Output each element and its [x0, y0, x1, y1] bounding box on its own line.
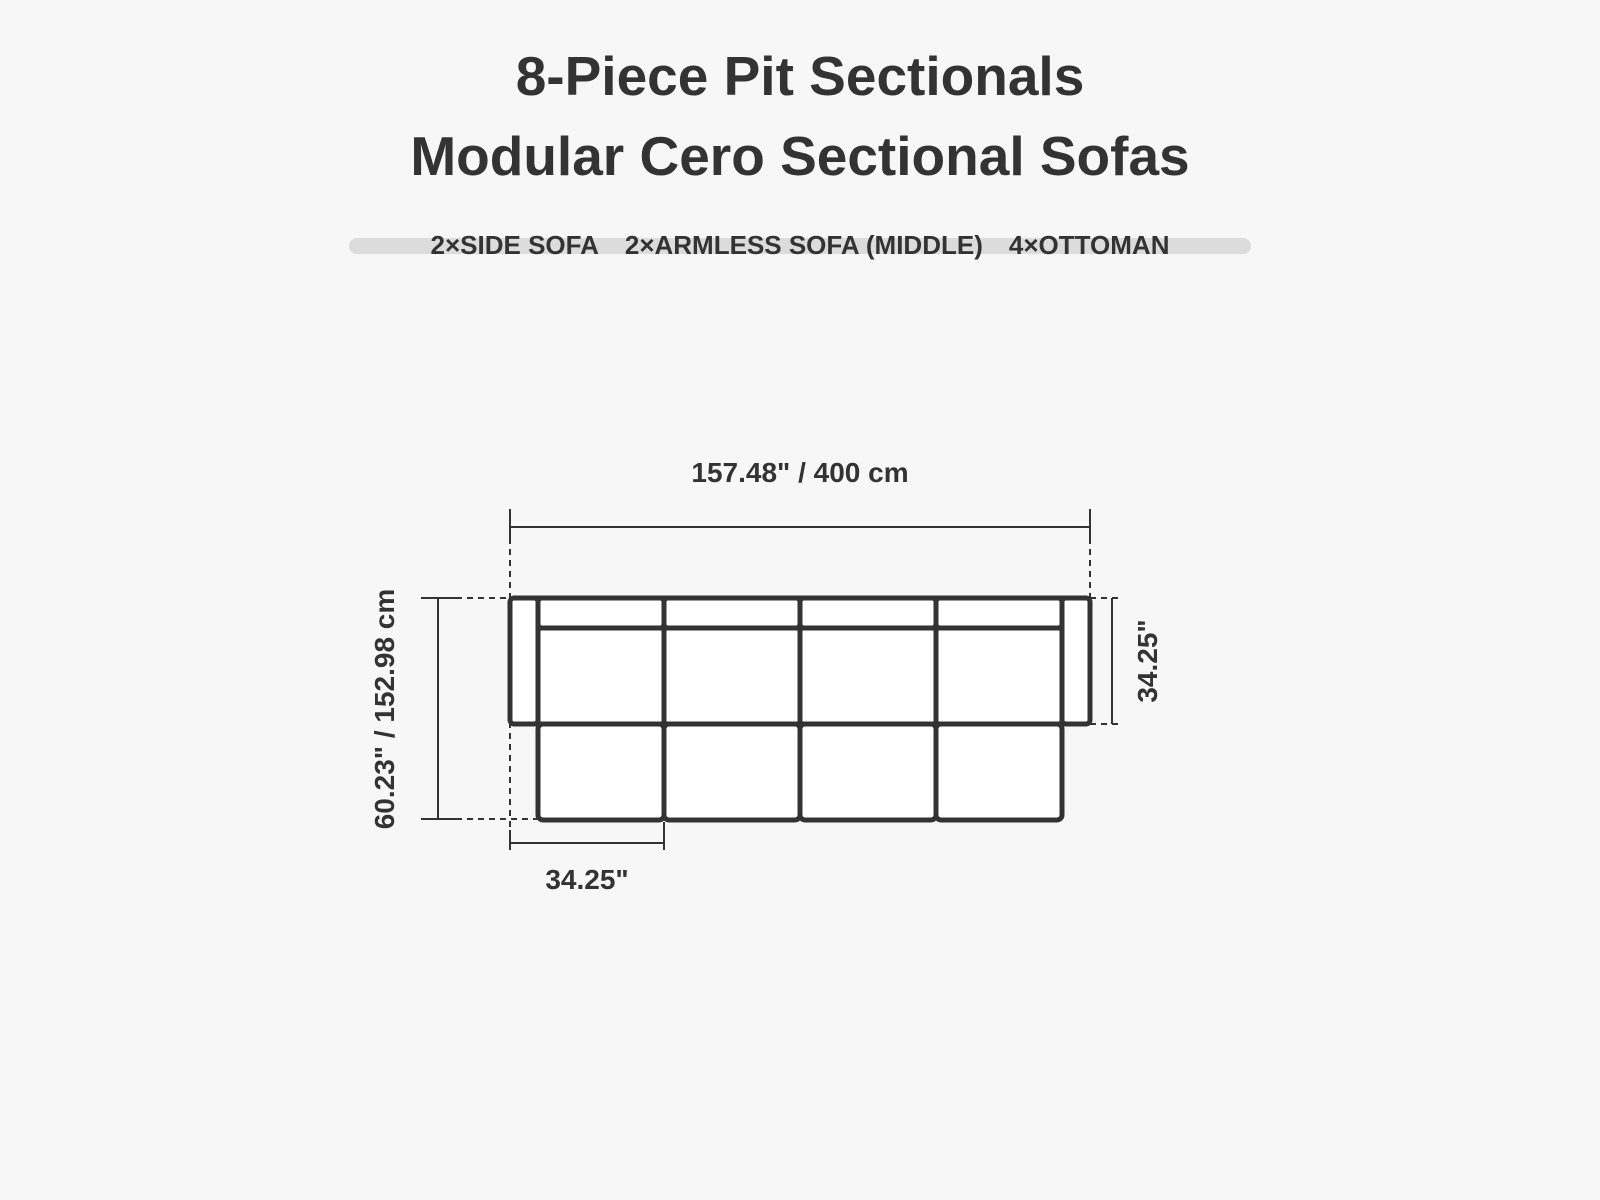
title-line-2: Modular Cero Sectional Sofas [410, 125, 1190, 187]
ottoman-3 [800, 724, 936, 820]
backrest-2 [664, 598, 800, 628]
sectional-modules [510, 598, 1090, 820]
title-line-1: 8-Piece Pit Sectionals [515, 45, 1085, 107]
sofa-depth-label: 34.25" [1132, 619, 1163, 703]
right-armrest [1062, 598, 1090, 724]
ottoman-width-label: 34.25" [545, 864, 629, 895]
component-side-sofa: 2×SIDE SOFA [430, 229, 599, 260]
seat-side-sofa-left [538, 628, 664, 724]
ottoman-4 [936, 724, 1062, 820]
seat-armless-sofa-1 [664, 628, 800, 724]
overall-depth-label: 60.23" / 152.98 cm [369, 588, 400, 830]
backrest-4 [936, 598, 1062, 628]
backrest-1 [538, 598, 664, 628]
component-armless-sofa: 2×ARMLESS SOFA (MIDDLE) [624, 229, 983, 260]
seat-side-sofa-right [936, 628, 1062, 724]
ottoman-1 [538, 724, 664, 820]
ottoman-width-dimension-line [510, 822, 664, 850]
overall-width-label: 157.48" / 400 cm [691, 457, 909, 488]
sofa-depth-dimension-line [1090, 598, 1120, 724]
width-dimension-line [510, 509, 1090, 598]
left-armrest [510, 598, 538, 724]
backrest-3 [800, 598, 936, 628]
seat-armless-sofa-2 [800, 628, 936, 724]
component-ottoman: 4×OTTOMAN [1008, 229, 1170, 260]
ottoman-2 [664, 724, 800, 820]
